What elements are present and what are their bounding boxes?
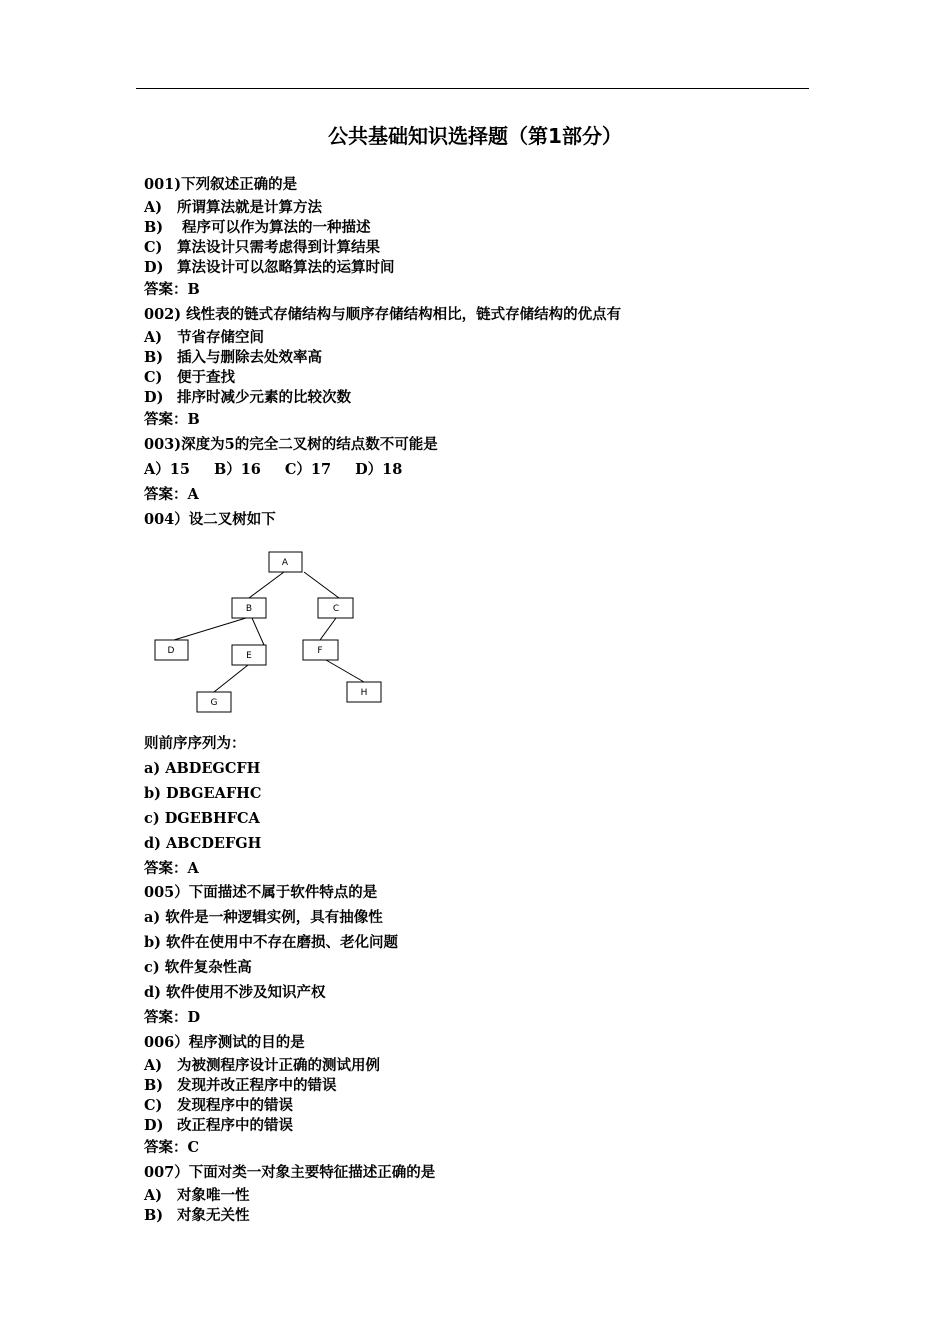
- tree-node-label: D: [167, 646, 175, 656]
- tree-node-label: G: [210, 698, 218, 708]
- tree-node-label: C: [332, 604, 340, 614]
- option-d: D) 改正程序中的错误: [144, 1117, 293, 1134]
- question-stem: 则前序序列为：: [144, 735, 246, 752]
- question-001: 001)下列叙述正确的是: [144, 176, 298, 193]
- binary-tree-diagram: [150, 548, 390, 718]
- option-b: B) 插入与删除去处效率高: [144, 349, 322, 366]
- tree-node-label: E: [246, 651, 252, 661]
- option-b: B) 发现并改正程序中的错误: [144, 1077, 337, 1094]
- option-a: A) 为被测程序设计正确的测试用例: [144, 1057, 380, 1074]
- answer: 答案：A: [144, 860, 199, 877]
- option-b: B) 程序可以作为算法的一种描述: [144, 219, 371, 236]
- option-d: d) 软件使用不涉及知识产权: [144, 984, 326, 1001]
- option-d: D) 排序时减少元素的比较次数: [144, 389, 351, 406]
- inline-options: A）15 B）16 C）17 D）18: [144, 461, 403, 478]
- page-title: 公共基础知识选择题（第1部分）: [328, 124, 622, 148]
- question-004: 004）设二叉树如下: [144, 511, 276, 528]
- tree-node-label: A: [281, 558, 289, 568]
- question-006: 006）程序测试的目的是: [144, 1034, 305, 1051]
- option-a: A) 节省存储空间: [144, 329, 264, 346]
- answer: 答案：D: [144, 1009, 201, 1026]
- option-b: b) 软件在使用中不存在磨损、老化问题: [144, 934, 399, 951]
- option-c: C) 算法设计只需考虑得到计算结果: [144, 239, 380, 256]
- option-a: a) 软件是一种逻辑实例，具有抽像性: [144, 909, 383, 926]
- answer: 答案：C: [144, 1139, 200, 1156]
- tree-node-label: B: [245, 604, 253, 614]
- option-a: A) 所谓算法就是计算方法: [144, 199, 322, 216]
- option-c: C) 便于查找: [144, 369, 235, 386]
- option-d: d) ABCDEFGH: [144, 835, 262, 852]
- option-c: c) DGEBHFCA: [144, 810, 260, 827]
- option-d: D) 算法设计可以忽略算法的运算时间: [144, 259, 395, 276]
- option-c: c) 软件复杂性高: [144, 959, 252, 976]
- question-007: 007）下面对类一对象主要特征描述正确的是: [144, 1164, 436, 1181]
- tree-node-label: H: [360, 688, 368, 698]
- question-002: 002) 线性表的链式存储结构与顺序存储结构相比，链式存储结构的优点有: [144, 306, 622, 323]
- answer: 答案：B: [144, 411, 200, 428]
- option-b: b) DBGEAFHC: [144, 785, 262, 802]
- answer: 答案：A: [144, 486, 199, 503]
- option-a: a) ABDEGCFH: [144, 760, 261, 777]
- answer: 答案：B: [144, 281, 200, 298]
- question-005: 005）下面描述不属于软件特点的是: [144, 884, 378, 901]
- option-a: A) 对象唯一性: [144, 1187, 250, 1204]
- question-003: 003)深度为5的完全二叉树的结点数不可能是: [144, 436, 438, 453]
- tree-node-label: F: [317, 646, 323, 656]
- option-c: C) 发现程序中的错误: [144, 1097, 293, 1114]
- header-rule: [136, 88, 809, 89]
- option-b: B) 对象无关性: [144, 1207, 250, 1224]
